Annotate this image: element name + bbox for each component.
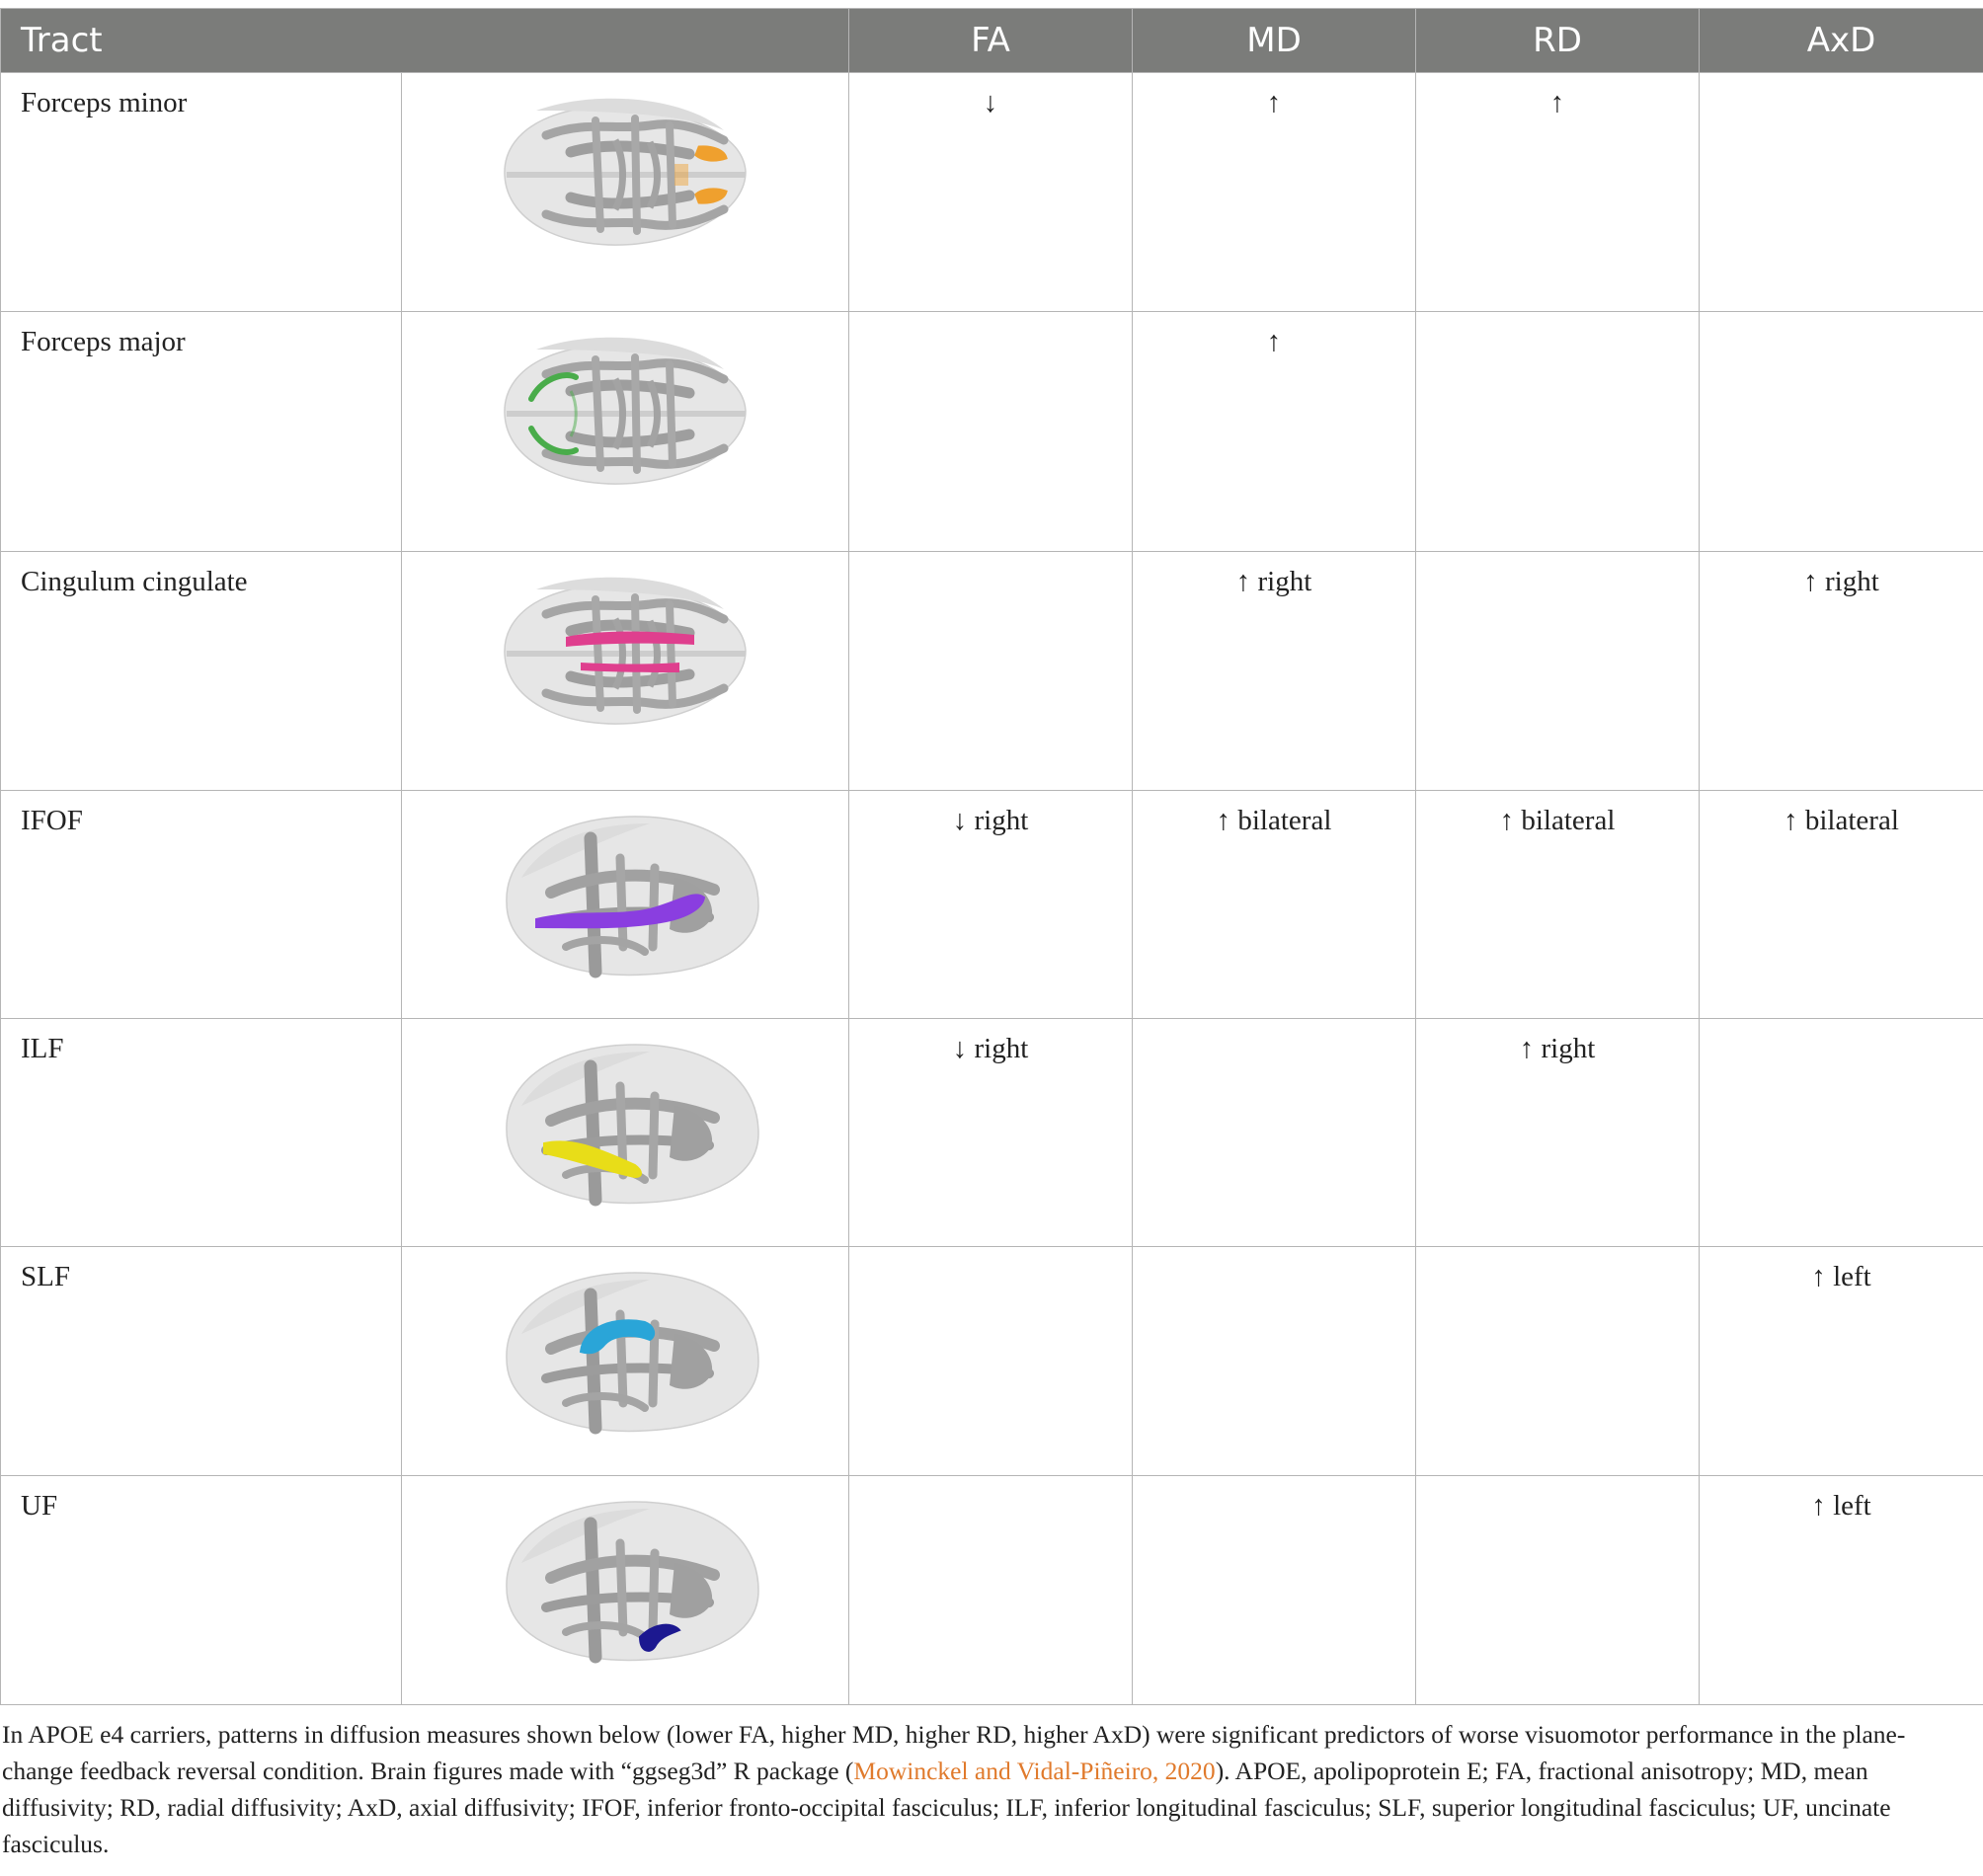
axd-value: ↑ left <box>1700 1476 1983 1705</box>
table-row <box>1 791 1983 1019</box>
md-value: ↑ bilateral <box>1133 791 1416 1019</box>
brain-sagittal-ilf-image <box>477 1027 773 1214</box>
tract-name: Cingulum cingulate <box>1 552 402 791</box>
brain-sagittal-slf-image <box>477 1255 773 1443</box>
brain-figure-cell <box>402 1476 849 1705</box>
brain-figure-cell <box>402 552 849 791</box>
rd-value <box>1416 312 1700 552</box>
md-value <box>1133 1476 1416 1705</box>
md-value <box>1133 1019 1416 1247</box>
table-row <box>1 312 1983 552</box>
table-row <box>1 1019 1983 1247</box>
brain-sagittal-uf-image <box>477 1484 773 1672</box>
md-value <box>1133 1247 1416 1476</box>
brain-figure-cell <box>402 1247 849 1476</box>
brain-figure-cell <box>402 312 849 552</box>
brain-figure-cell <box>402 791 849 1019</box>
tract-name: UF <box>1 1476 402 1705</box>
rd-value: ↑ <box>1416 73 1700 312</box>
tract-name: Forceps major <box>1 312 402 552</box>
header-md: MD <box>1133 9 1416 73</box>
brain-axial-cingulum-image <box>477 560 773 747</box>
table-row <box>1 73 1983 312</box>
header-axd: AxD <box>1700 9 1983 73</box>
header-rd: RD <box>1416 9 1700 73</box>
table-row <box>1 1247 1983 1476</box>
brain-figure-cell <box>402 1019 849 1247</box>
table-row <box>1 552 1983 791</box>
fa-value: ↓ right <box>849 1019 1133 1247</box>
rd-value: ↑ bilateral <box>1416 791 1700 1019</box>
header-fa: FA <box>849 9 1133 73</box>
tract-table <box>0 8 1983 1705</box>
md-value: ↑ <box>1133 73 1416 312</box>
fa-value <box>849 312 1133 552</box>
axd-value: ↑ left <box>1700 1247 1983 1476</box>
tract-name: Forceps minor <box>1 73 402 312</box>
fa-value: ↓ right <box>849 791 1133 1019</box>
md-value: ↑ right <box>1133 552 1416 791</box>
axd-value: ↑ bilateral <box>1700 791 1983 1019</box>
fa-value: ↓ <box>849 73 1133 312</box>
axd-value <box>1700 1019 1983 1247</box>
brain-axial-forceps-minor-image <box>477 81 773 269</box>
axd-value: ↑ right <box>1700 552 1983 791</box>
tract-name: ILF <box>1 1019 402 1247</box>
caption-text-end: ). APOE, apolipoprotein E; FA, fractional anisotropy; MD, mean diffusivity; RD, radial diffusivity; AxD, axial diffusivity; IFOF, inferior fronto-occipital fasciculus; ILF, inferior longitudinal fasciculus; SLF, superior longitudinal fasciculus; UF, uncinate fasciculus. <box>2 1757 1891 1858</box>
rd-value <box>1416 552 1700 791</box>
tract-name: IFOF <box>1 791 402 1019</box>
brain-axial-forceps-major-image <box>477 320 773 508</box>
fa-value <box>849 1247 1133 1476</box>
brain-figure-cell <box>402 73 849 312</box>
header-tract: Tract <box>1 9 849 73</box>
md-value: ↑ <box>1133 312 1416 552</box>
tract-name: SLF <box>1 1247 402 1476</box>
brain-sagittal-ifof-image <box>477 799 773 986</box>
table-row <box>1 1476 1983 1705</box>
axd-value <box>1700 73 1983 312</box>
fa-value <box>849 552 1133 791</box>
citation-link[interactable]: Mowinckel and Vidal-Piñeiro, 2020 <box>853 1757 1216 1785</box>
axd-value <box>1700 312 1983 552</box>
rd-value: ↑ right <box>1416 1019 1700 1247</box>
rd-value <box>1416 1247 1700 1476</box>
rd-value <box>1416 1476 1700 1705</box>
header-row <box>1 9 1983 73</box>
caption-text-start: In APOE e4 carriers, patterns in diffusion measures shown below (lower FA, higher MD, higher RD, higher AxD) were significant predictors of worse visuomotor performance in the plane-change feedback reversal condition. Brain figures made with “ggseg3d” R package ( <box>2 1720 1906 1785</box>
fa-value <box>849 1476 1133 1705</box>
table-caption <box>2 1716 1967 1862</box>
